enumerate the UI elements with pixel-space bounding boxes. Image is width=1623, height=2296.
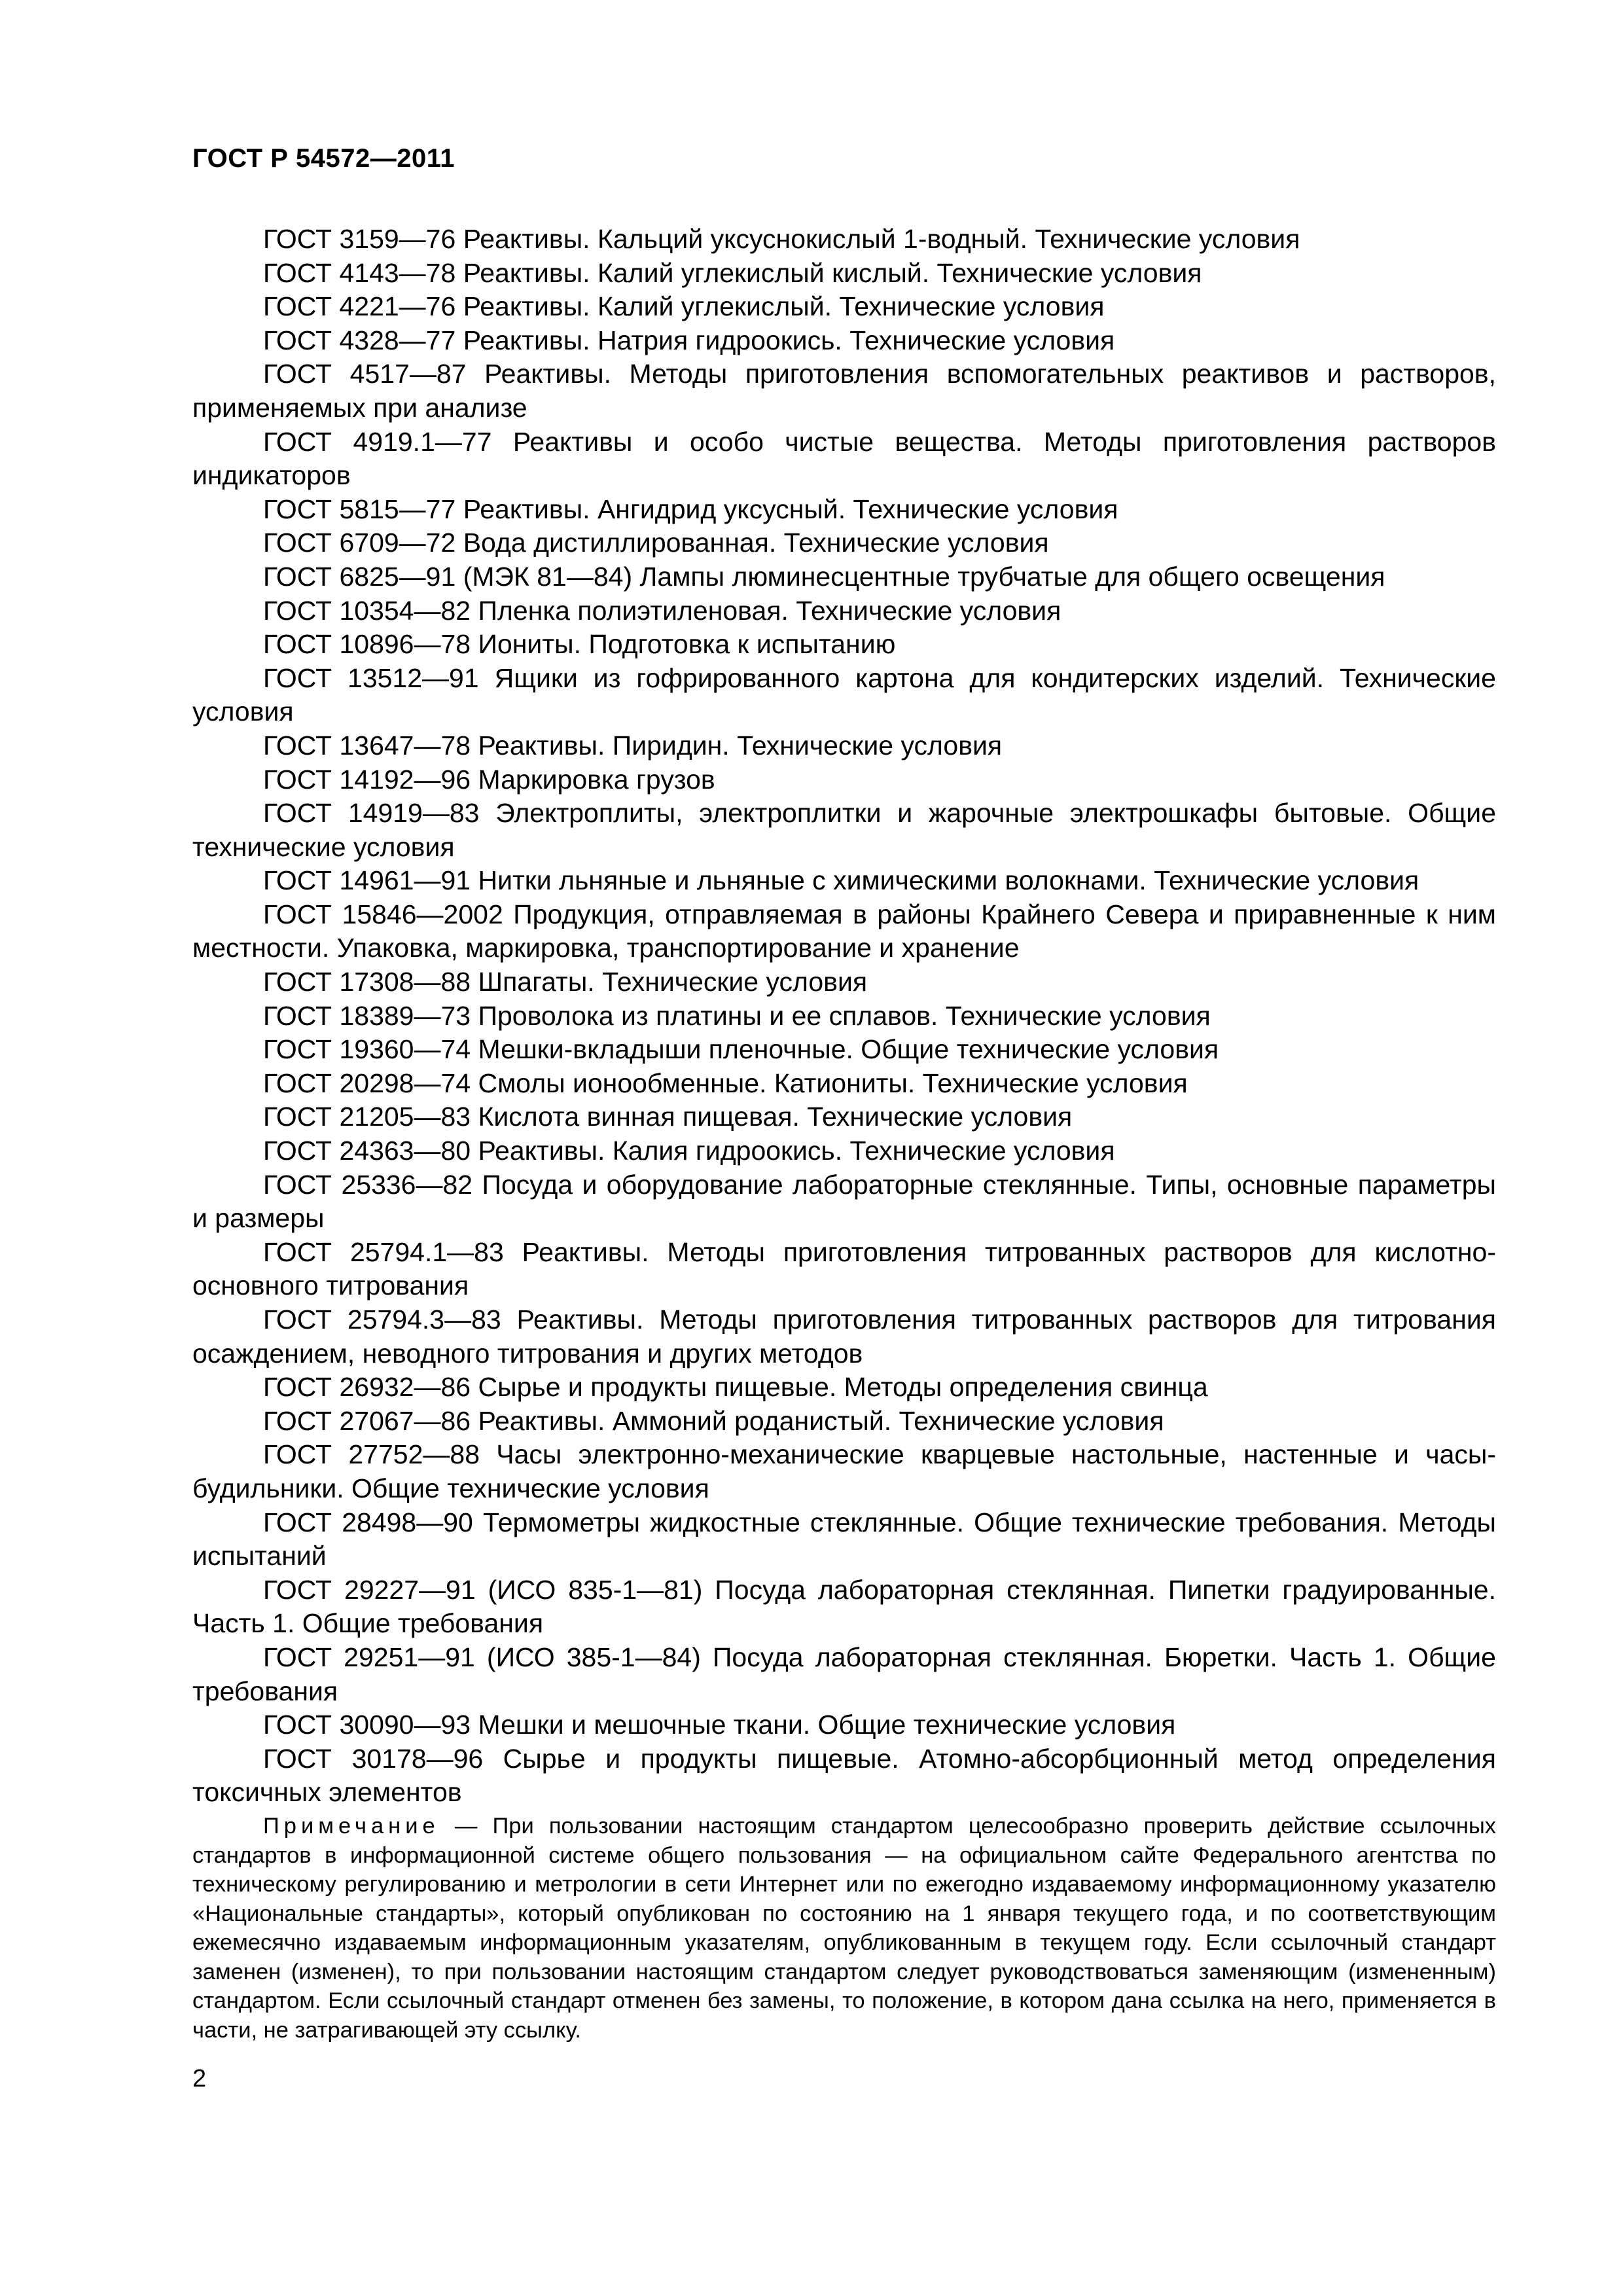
- reference-code: ГОСТ 25794.1—83: [263, 1236, 504, 1267]
- reference-item: [192, 1438, 1496, 1505]
- reference-item: [192, 763, 1496, 797]
- reference-code: ГОСТ 27752—88: [263, 1439, 480, 1470]
- reference-title: (ИСО 385-1—84) Посуда лабораторная стеклянная. Бюретки. Часть 1. Общие требования: [192, 1641, 1496, 1706]
- reference-title: Нитки льняные и льняные с химическими волокнами. Технические условия: [478, 865, 1419, 896]
- reference-code: ГОСТ 20298—74: [263, 1067, 471, 1098]
- reference-item: [192, 1033, 1496, 1067]
- reference-title: Ящики из гофрированного картона для кондитерских изделий. Технические условия: [192, 662, 1496, 727]
- reference-title: Электроплиты, электроплитки и жарочные электрошкафы бытовые. Общие технические условия: [192, 798, 1496, 862]
- reference-item: [192, 357, 1496, 425]
- reference-code: ГОСТ 14919—83: [263, 798, 480, 829]
- reference-code: ГОСТ 17308—88: [263, 967, 471, 997]
- reference-item: [192, 1236, 1496, 1303]
- reference-item: [192, 257, 1496, 291]
- reference-code: ГОСТ 18389—73: [263, 1000, 471, 1031]
- reference-code: ГОСТ 6825—91: [263, 561, 456, 592]
- reference-item: [192, 628, 1496, 662]
- reference-item: [192, 965, 1496, 999]
- reference-code: ГОСТ 14961—91: [263, 865, 471, 896]
- reference-code: ГОСТ 26932—86: [263, 1372, 471, 1403]
- reference-code: ГОСТ 10354—82: [263, 595, 471, 626]
- note-label: Примечание: [263, 1814, 440, 1839]
- reference-item: [192, 999, 1496, 1033]
- reference-code: ГОСТ 4143—78: [263, 257, 456, 288]
- reference-item: [192, 1573, 1496, 1641]
- reference-item: [192, 1100, 1496, 1134]
- reference-item: [192, 1371, 1496, 1405]
- reference-title: Мешки и мешочные ткани. Общие технические условия: [478, 1710, 1176, 1740]
- reference-code: ГОСТ 29227—91: [263, 1574, 476, 1605]
- reference-title: Сырье и продукты пищевые. Методы определения свинца: [478, 1372, 1208, 1403]
- reference-code: ГОСТ 4919.1—77: [263, 426, 492, 457]
- reference-item: [192, 1134, 1496, 1168]
- reference-title: Реактивы. Натрия гидроокись. Технические условия: [463, 325, 1115, 355]
- reference-item: [192, 324, 1496, 358]
- note-text: — При пользовании настоящим стандартом целесообразно проверить действие ссылочных стандартов в информационной системе общего пользования — на официальном сайте Федерального агентства по техническому регулированию и метрологии в сети Интернет или по ежегодно издаваемому информационному указателю «Национальные стандарты», который опубликован по состоянию на 1 января текущего года, и по соответствующим ежемесячно издаваемым информационным указателям, опубликованным в текущем году. Если ссылочный стандарт заменен (изменен), то при пользовании настоящим стандартом следует руководствоваться заменяющим (измененным) стандартом. Если ссылочный стандарт отменен без замены, то положение, в котором дана ссылка на него, применяется в части, не затрагивающей эту ссылку.: [192, 1814, 1496, 2043]
- reference-title: Реактивы. Аммоний роданистый. Технические условия: [478, 1405, 1164, 1436]
- reference-code: ГОСТ 30178—96: [263, 1743, 484, 1774]
- note-paragraph: [192, 1812, 1496, 2045]
- page-number: 2: [192, 2065, 207, 2092]
- reference-code: ГОСТ 13647—78: [263, 730, 471, 761]
- reference-title: (ИСО 835-1—81) Посуда лабораторная стеклянная. Пипетки градуированные. Часть 1. Общие требования: [192, 1574, 1496, 1639]
- reference-item: [192, 1708, 1496, 1742]
- reference-item: [192, 290, 1496, 324]
- reference-title: Маркировка грузов: [478, 764, 715, 795]
- reference-code: ГОСТ 6709—72: [263, 528, 456, 558]
- reference-item: [192, 1303, 1496, 1371]
- reference-title: Мешки-вкладыши пленочные. Общие технические условия: [478, 1034, 1219, 1065]
- reference-title: Реактивы. Калий углекислый. Технические условия: [463, 291, 1105, 322]
- reference-code: ГОСТ 27067—86: [263, 1405, 471, 1436]
- reference-code: ГОСТ 5815—77: [263, 493, 456, 524]
- reference-item: [192, 425, 1496, 493]
- reference-code: ГОСТ 30090—93: [263, 1710, 471, 1740]
- reference-item: [192, 662, 1496, 729]
- reference-item: [192, 594, 1496, 628]
- reference-code: ГОСТ 4328—77: [263, 325, 456, 355]
- reference-title: Реактивы. Пиридин. Технические условия: [478, 730, 1003, 761]
- reference-code: ГОСТ 21205—83: [263, 1102, 471, 1132]
- reference-item: [192, 526, 1496, 560]
- document-header: ГОСТ Р 54572—2011: [192, 144, 455, 173]
- reference-code: ГОСТ 29251—91: [263, 1641, 475, 1672]
- reference-code: ГОСТ 4517—87: [263, 359, 467, 389]
- reference-code: ГОСТ 15846—2002: [263, 899, 503, 929]
- reference-code: ГОСТ 4221—76: [263, 291, 456, 322]
- reference-item: [192, 1641, 1496, 1708]
- reference-item: [192, 1405, 1496, 1439]
- reference-code: ГОСТ 28498—90: [263, 1507, 473, 1537]
- reference-title: Шпагаты. Технические условия: [478, 967, 868, 997]
- reference-item: [192, 1168, 1496, 1236]
- reference-code: ГОСТ 14192—96: [263, 764, 471, 795]
- reference-title: Реактивы. Ангидрид уксусный. Технические условия: [463, 493, 1118, 524]
- reference-item: [192, 560, 1496, 594]
- reference-code: ГОСТ 13512—91: [263, 662, 479, 693]
- reference-item: [192, 1506, 1496, 1573]
- reference-title: Реактивы. Калий углекислый кислый. Технические условия: [463, 257, 1202, 288]
- reference-title: Смолы ионообменные. Катиониты. Технические условия: [478, 1067, 1188, 1098]
- reference-item: [192, 898, 1496, 965]
- reference-item: [192, 1067, 1496, 1101]
- reference-item: [192, 864, 1496, 898]
- reference-item: [192, 797, 1496, 864]
- reference-title: Иониты. Подготовка к испытанию: [478, 629, 896, 660]
- references-list: [192, 223, 1496, 1810]
- reference-title: Реактивы. Методы приготовления титрованных растворов для кислотно-основного титрования: [192, 1236, 1496, 1301]
- reference-title: Пленка полиэтиленовая. Технические условия: [478, 595, 1061, 626]
- reference-item: [192, 493, 1496, 527]
- reference-title: Реактивы. Кальций уксуснокислый 1-водный. Технические условия: [463, 224, 1300, 254]
- reference-title: Посуда и оборудование лабораторные стеклянные. Типы, основные параметры и размеры: [192, 1169, 1496, 1234]
- reference-title: Реактивы. Калия гидроокись. Технические условия: [478, 1136, 1115, 1166]
- reference-title: (МЭК 81—84) Лампы люминесцентные трубчатые для общего освещения: [463, 561, 1385, 592]
- reference-title: Проволока из платины и ее сплавов. Технические условия: [478, 1000, 1211, 1031]
- reference-code: ГОСТ 10896—78: [263, 629, 471, 660]
- reference-title: Кислота винная пищевая. Технические условия: [478, 1102, 1073, 1132]
- reference-title: Продукция, отправляемая в районы Крайнего Севера и приравненные к ним местности. Упаковка, маркировка, транспортирование и хранение: [192, 899, 1496, 963]
- reference-title: Вода дистиллированная. Технические условия: [463, 528, 1049, 558]
- reference-code: ГОСТ 24363—80: [263, 1136, 471, 1166]
- reference-title: Часы электронно-механические кварцевые настольные, настенные и часы-будильники. Общие технические условия: [192, 1439, 1496, 1503]
- reference-code: ГОСТ 25336—82: [263, 1169, 473, 1200]
- reference-title: Термометры жидкостные стеклянные. Общие технические требования. Методы испытаний: [192, 1507, 1496, 1571]
- reference-code: ГОСТ 19360—74: [263, 1034, 471, 1065]
- reference-item: [192, 223, 1496, 257]
- reference-title: Сырье и продукты пищевые. Атомно-абсорбционный метод определения токсичных элементов: [192, 1743, 1496, 1808]
- reference-code: ГОСТ 25794.3—83: [263, 1304, 501, 1335]
- reference-title: Реактивы и особо чистые вещества. Методы приготовления растворов индикаторов: [192, 426, 1496, 491]
- reference-title: Реактивы. Методы приготовления вспомогательных реактивов и растворов, применяемых при анализе: [192, 359, 1496, 423]
- reference-title: Реактивы. Методы приготовления титрованных растворов для титрования осаждением, неводного титрования и других методов: [192, 1304, 1496, 1369]
- reference-code: ГОСТ 3159—76: [263, 224, 456, 254]
- reference-item: [192, 729, 1496, 763]
- reference-item: [192, 1742, 1496, 1810]
